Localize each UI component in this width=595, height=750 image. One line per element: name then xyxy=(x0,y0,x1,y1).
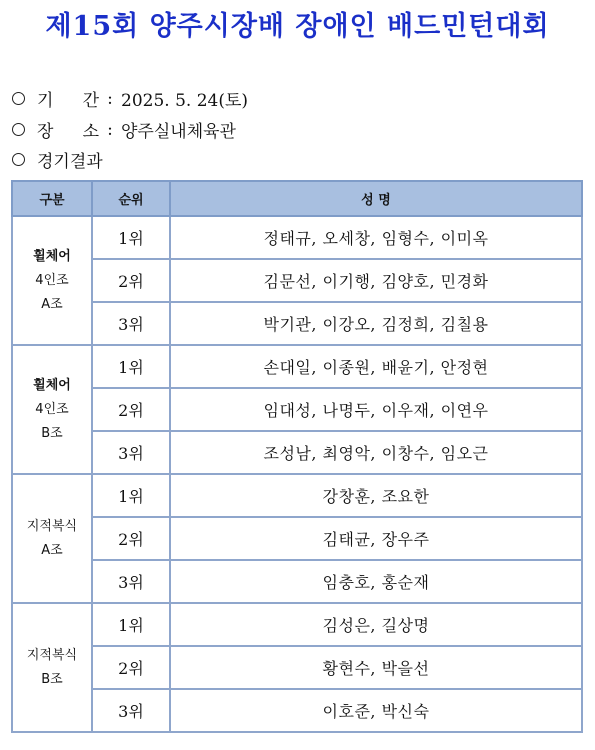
header-category: 구분 xyxy=(12,181,92,216)
group-cell: 지적복식 A조 xyxy=(12,474,92,603)
group-cell: 휠체어 4인조 A조 xyxy=(12,216,92,345)
rank-cell: 1위 xyxy=(92,474,170,517)
header-rank: 순위 xyxy=(92,181,170,216)
names-cell: 조성남, 최영악, 이창수, 임오근 xyxy=(170,431,582,474)
group-cell: 지적복식 B조 xyxy=(12,603,92,732)
table-row xyxy=(12,388,582,431)
names-cell: 정태규, 오세창, 임형수, 이미옥 xyxy=(170,216,582,259)
rank-cell: 2위 xyxy=(92,388,170,431)
rank-cell: 2위 xyxy=(92,517,170,560)
circle-bullet-icon xyxy=(12,123,25,136)
rank-cell: 2위 xyxy=(92,646,170,689)
circle-bullet-icon xyxy=(12,153,25,166)
rank-cell: 1위 xyxy=(92,603,170,646)
place-label: 장 소 xyxy=(37,122,99,142)
table-row xyxy=(12,689,582,732)
info-place-row xyxy=(12,117,236,142)
info-results-row xyxy=(12,147,103,172)
table-row xyxy=(12,517,582,560)
table-row xyxy=(12,216,582,259)
table-row xyxy=(12,302,582,345)
table-row xyxy=(12,474,582,517)
group-cell: 휠체어 4인조 B조 xyxy=(12,345,92,474)
names-cell: 손대일, 이종원, 배윤기, 안정현 xyxy=(170,345,582,388)
names-cell: 강창훈, 조요한 xyxy=(170,474,582,517)
date-colon: : xyxy=(107,88,113,109)
table-row xyxy=(12,431,582,474)
table-row xyxy=(12,560,582,603)
rank-cell: 3위 xyxy=(92,302,170,345)
names-cell: 이호준, 박신숙 xyxy=(170,689,582,732)
table-row xyxy=(12,603,582,646)
rank-cell: 1위 xyxy=(92,345,170,388)
place-colon: : xyxy=(107,119,113,140)
names-cell: 임대성, 나명두, 이우재, 이연우 xyxy=(170,388,582,431)
results-table xyxy=(11,180,583,733)
names-cell: 임충호, 홍순재 xyxy=(170,560,582,603)
date-label: 기 간 xyxy=(37,91,99,111)
table-row xyxy=(12,345,582,388)
info-date-row xyxy=(12,86,248,111)
table-row xyxy=(12,646,582,689)
date-value: 2025. 5. 24(토) xyxy=(121,91,249,111)
circle-bullet-icon xyxy=(12,92,25,105)
place-value: 양주실내체육관 xyxy=(121,122,236,142)
rank-cell: 3위 xyxy=(92,689,170,732)
results-label: 경기결과 xyxy=(37,152,103,172)
rank-cell: 1위 xyxy=(92,216,170,259)
table-row xyxy=(12,259,582,302)
page-title: 제15회 양주시장배 장애인 배드민턴대회 xyxy=(45,11,550,42)
rank-cell: 3위 xyxy=(92,560,170,603)
table-header-row xyxy=(12,181,582,216)
names-cell: 김문선, 이기행, 김양호, 민경화 xyxy=(170,259,582,302)
names-cell: 김태균, 장우주 xyxy=(170,517,582,560)
names-cell: 황현수, 박을선 xyxy=(170,646,582,689)
names-cell: 박기관, 이강오, 김정희, 김칠용 xyxy=(170,302,582,345)
names-cell: 김성은, 길상명 xyxy=(170,603,582,646)
header-names: 성 명 xyxy=(170,181,582,216)
rank-cell: 3위 xyxy=(92,431,170,474)
rank-cell: 2위 xyxy=(92,259,170,302)
